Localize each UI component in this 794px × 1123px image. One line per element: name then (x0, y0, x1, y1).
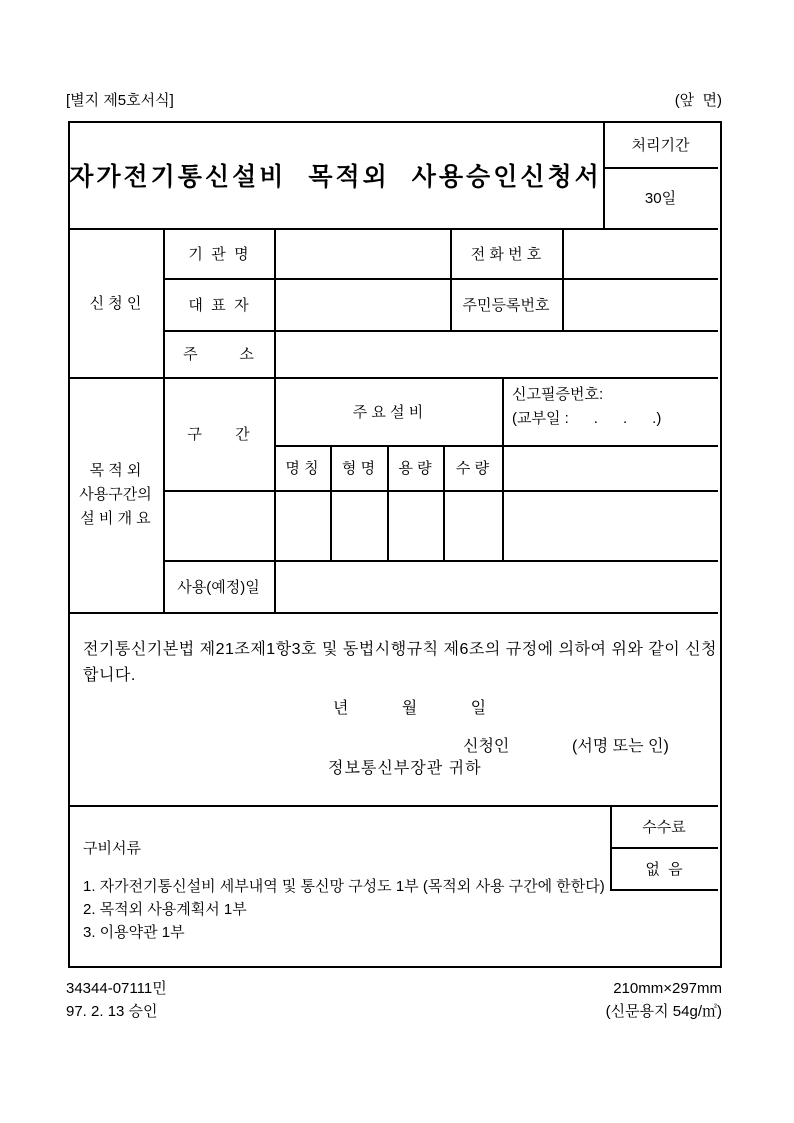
representative-label: 대 표 자 (188, 296, 249, 314)
col-header-model: 형 명 (341, 460, 376, 477)
footer-paper-type: (신문용지 54g/㎡) (605, 1003, 722, 1020)
equipment-quantity-field (445, 492, 500, 558)
grid-line (68, 612, 718, 614)
use-date-label: 사용(예정)일 (177, 578, 260, 596)
report-cert-number-label: 신고필증번호: (512, 386, 604, 403)
equipment-capacity-field (389, 492, 441, 558)
col-header-quantity: 수 량 (455, 460, 490, 477)
org-name-label: 기 관 명 (188, 245, 249, 263)
fee-label: 수수료 (642, 818, 686, 836)
declaration-text-line2: 합니다. (83, 667, 136, 684)
form-title: 자가전기통신설비 목적외 사용승인신청서 (69, 162, 602, 191)
resident-id-field (564, 280, 716, 328)
footer-doc-number: 34344-07111민 (66, 980, 167, 997)
span-label: 구 간 (187, 426, 250, 443)
address-label: 주 소 (183, 346, 254, 363)
col-header-capacity: 용 량 (398, 460, 432, 477)
footer-approval-date: 97. 2. 13 승인 (66, 1003, 158, 1020)
applicant-section-label: 신 청 인 (89, 295, 142, 312)
fee-value: 없 음 (645, 860, 683, 878)
signature-note-label: (서명 또는 인) (572, 738, 669, 755)
processing-time-value: 30일 (644, 190, 677, 207)
required-document-item: 3. 이용약관 1부 (83, 924, 185, 941)
footer-paper-size: 210mm×297mm (613, 980, 722, 997)
page-side-label: (앞 면) (674, 92, 722, 109)
required-document-item: 1. 자가전기통신설비 세부내역 및 통신망 구성도 1부 (목적외 사용 구간에 한한다) (83, 878, 605, 895)
address-field (276, 332, 716, 375)
equipment-section-label-line3: 설 비 개 요 (80, 509, 151, 527)
col-header-name: 명 칭 (285, 460, 319, 477)
report-cert-issue-date-label: (교부일 : . . .) (512, 410, 662, 427)
grid-line (610, 889, 718, 891)
equipment-section-label-line2: 사용구간의 (79, 485, 152, 503)
required-document-item: 2. 목적외 사용계획서 1부 (83, 901, 247, 918)
form-code-label: [별지 제5호서식] (66, 92, 174, 109)
representative-field (276, 280, 448, 328)
declaration-date-line: 년 월 일 (333, 700, 487, 717)
equipment-section-label (70, 379, 161, 610)
processing-time-label: 처리기간 (631, 136, 690, 154)
org-name-field (276, 228, 448, 278)
required-documents-title: 구비서류 (83, 840, 141, 857)
recipient-label: 정보통신부장관 귀하 (328, 760, 482, 777)
report-cert-label (512, 383, 716, 441)
declaration-applicant-label: 신청인 (463, 738, 510, 755)
phone-field (564, 228, 716, 278)
declaration-text-line1: 전기통신기본법 제21조제1항3호 및 동법시행규칙 제6조의 규정에 의하여 위와 같이 신청 (83, 641, 718, 658)
resident-id-label: 주민등록번호 (462, 296, 550, 314)
equipment-model-field (332, 492, 385, 558)
use-date-field (276, 562, 716, 610)
major-equipment-label: 주 요 설 비 (352, 403, 424, 421)
equipment-section-label-line1: 목 적 외 (89, 461, 142, 479)
span-field (165, 492, 272, 558)
report-cert-field (504, 492, 716, 558)
phone-label: 전 화 번 호 (470, 245, 542, 263)
equipment-name-field (276, 492, 328, 558)
